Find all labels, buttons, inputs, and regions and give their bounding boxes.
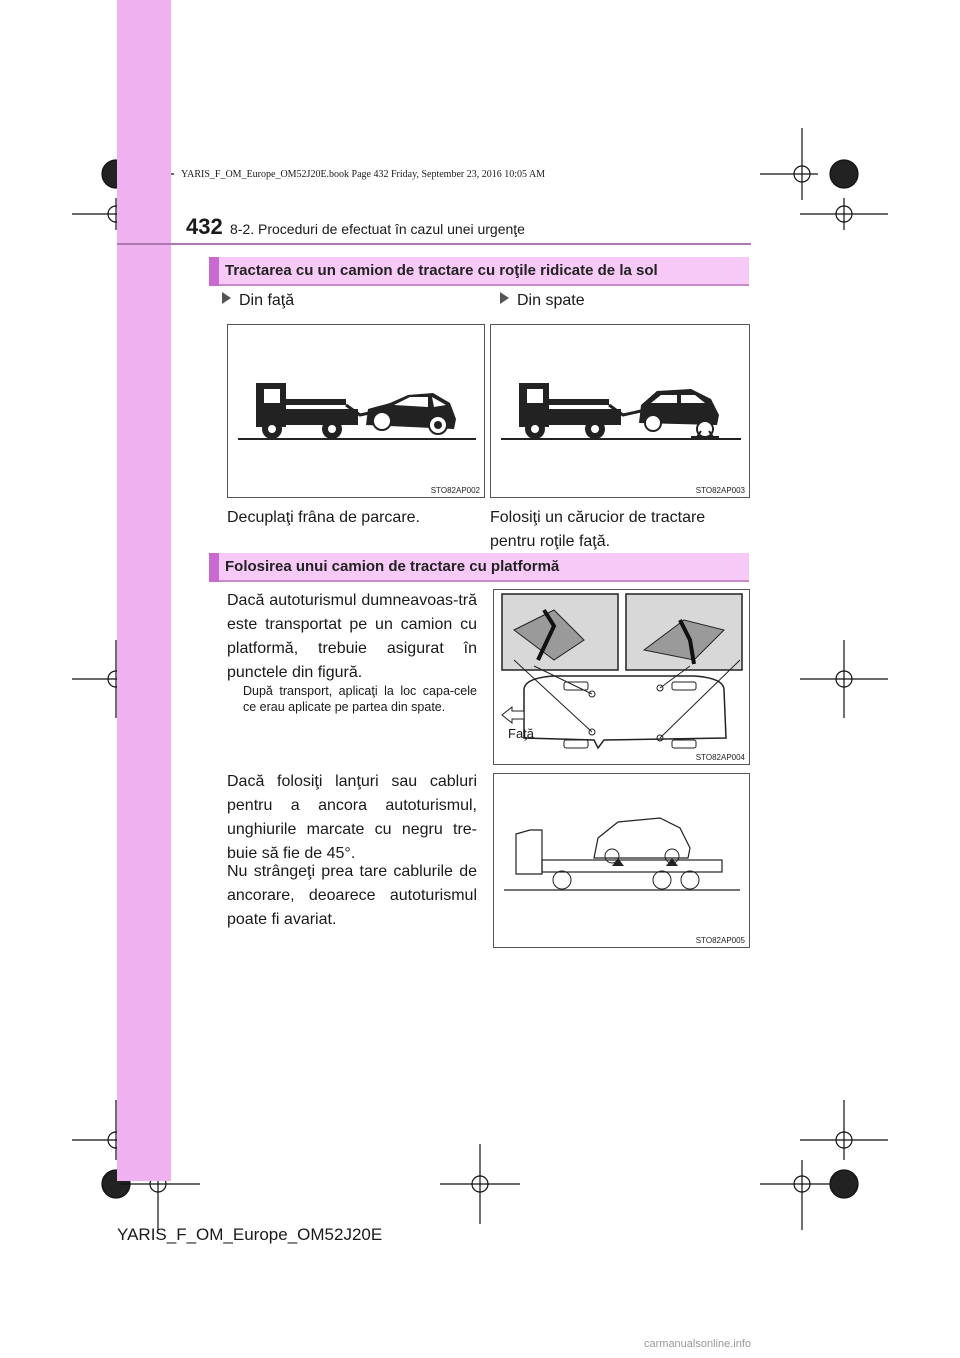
- figure-code: STO82AP003: [695, 486, 745, 495]
- footer-doc-id: YARIS_F_OM_Europe_OM52J20E: [117, 1225, 383, 1244]
- watermark: carmanualsonline.info: [644, 1338, 752, 1350]
- chapter-title: 8-2. Proceduri de efectuat în cazul unei urgenţe: [230, 221, 525, 237]
- figure-code: STO82AP004: [695, 753, 745, 762]
- label-text: Din faţă: [239, 292, 295, 309]
- section-title: Folosirea unui camion de tractare cu platformă: [225, 558, 560, 575]
- header-rule: [117, 243, 751, 245]
- paragraph-flatbed: Dacă autoturismul dumneavoas-tră este transportat pe un camion cu platformă, trebuie asigurat în punctele din figură.: [227, 592, 477, 681]
- book-meta-line: YARIS_F_OM_Europe_OM52J20E.book Page 432 Friday, September 23, 2016 10:05 AM: [181, 169, 546, 180]
- section-bar: [209, 257, 219, 286]
- label-from-front: [222, 292, 294, 310]
- tow-truck-front-illustration: [228, 325, 484, 497]
- flatbed-truck-illustration: [494, 774, 749, 947]
- figure-code: STO82AP002: [430, 486, 480, 495]
- caption-rear-line1: Folosiţi un cărucior de tractare: [490, 509, 706, 526]
- arrow-icon: [500, 292, 509, 304]
- section-bar: [209, 553, 219, 582]
- tow-truck-rear-illustration: [491, 325, 749, 497]
- caption-rear-line2: pentru roţile faţă.: [490, 533, 611, 550]
- paragraph-tighten: Nu strângeţi prea tare cablurile de ancorare, deoarece autoturismul poate fi avariat.: [227, 863, 477, 928]
- arrow-icon: [222, 292, 231, 304]
- page-number: 432: [186, 214, 223, 239]
- front-label: Faţă: [508, 726, 535, 741]
- figure-tie-down-points: [493, 589, 750, 765]
- section-heading-flatbed: [209, 553, 749, 582]
- caption-front: Decuplaţi frâna de parcare.: [227, 509, 420, 526]
- note-after-transport: După transport, aplicaţi la loc capa-cele ce erau aplicate pe partea din spate.: [243, 684, 477, 714]
- figure-code: STO82AP005: [695, 936, 745, 945]
- label-text: Din spate: [517, 292, 585, 309]
- sidebar-tab: [117, 0, 171, 1181]
- figure-tow-front: [227, 324, 485, 498]
- section-title: Tractarea cu un camion de tractare cu roţile ridicate de la sol: [225, 262, 658, 279]
- paragraph-chains: Dacă folosiţi lanţuri sau cabluri pentru a ancora autoturismul, unghiurile marcate cu negru tre-buie să fie de 45°.: [227, 773, 477, 862]
- label-from-rear: [500, 292, 585, 310]
- section-heading-towing: [209, 257, 749, 286]
- figure-flatbed-truck: [493, 773, 750, 948]
- figure-tow-rear: [490, 324, 750, 498]
